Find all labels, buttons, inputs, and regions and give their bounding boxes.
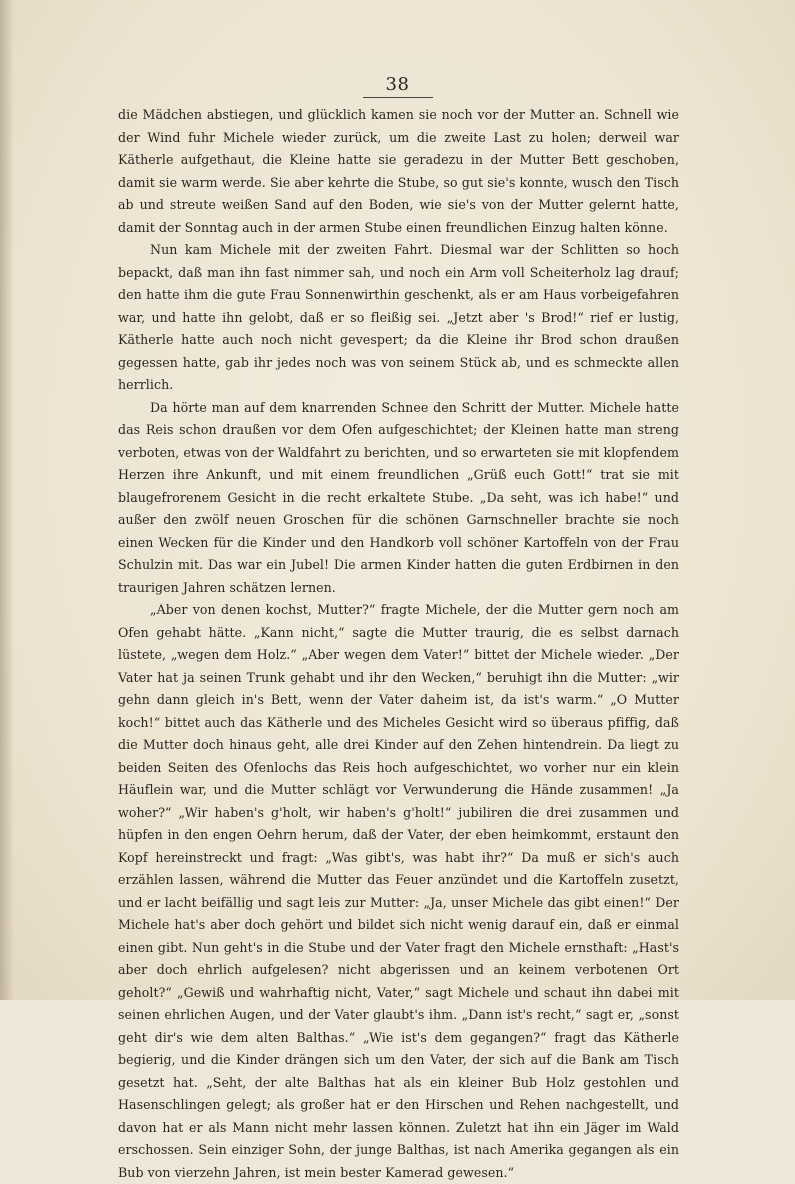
paragraph-4: „Aber von denen kochst, Mutter?“ fragte Michele, der die Mutter gern noch am Ofen gehabt hätte. „Kann nicht,“ sagte die Mutter traurig, die es selbst darnach lüstete, „wegen dem Holz.“ „Aber wegen dem Vater!“ bittet der Michele wieder. „Der Vater hat ja seinen Trunk gehabt und ihr den Wecken,“ beruhigt ihn die Mutter: „wir gehn dann gleich in's Bett, wenn der Vater daheim ist, da ist's warm.“ „O Mutter koch!“ bittet auch das Kätherle und des Micheles Gesicht wird so überaus pfiffig, daß die Mutter doch hinaus geht, alle drei Kinder auf den Zehen hintendrein. Da liegt zu beiden Seiten des Ofenlochs das Reis hoch aufgeschichtet, wo vorher nur ein klein Häuflein war, und die Mutter schlägt vor Verwunderung die Hände zusammen! „Ja woher?“ „Wir haben's g'holt, wir haben's g'holt!“ jubiliren die drei zusammen und hüpfen in den engen Oehrn herum, daß der Vater, der eben heimkommt, erstaunt den Kopf hereinstreckt und fragt: „Was gibt's, was habt ihr?“ Da muß er sich's auch erzählen lassen, während die Mutter das Feuer anzündet und die Kartoffeln zusetzt, und er lacht beifällig und sagt leis zur Mutter: „Ja, unser Michele das gibt einen!“ Der Michele hat's aber doch gehört und bildet sich nicht wenig darauf ein, daß er einmal einen gibt. Nun geht's in die Stube und der Vater fragt den Michele ernsthaft: „Hast's aber doch ehrlich aufgelesen? nicht abgerissen und an keinem verbotenen Ort geholt?“ „Gewiß und wahrhaftig nicht, Vater,“ sagt Michele und schaut ihn dabei mit seinen ehrlichen Augen, und der Vater glaubt's ihm. „Dann ist's recht,“ sagt er, „sonst geht dir's wie dem alten Balthas.“ „Wie ist's dem gegangen?“ fragt das Kätherle begierig, und die Kinder drängen sich um den Vater, der sich auf die Bank am Tisch gesetzt hat. „Seht, der alte Balthas hat als ein kleiner Bub Holz gestohlen und Hasenschlingen gelegt; als großer hat er den Hirschen und Rehen nachgestellt, und davon hat er als Mann nicht mehr lassen können. Zuletzt hat ihn ein Jäger im Wald erschossen. Sein einziger Sohn, der junge Balthas, ist nach Amerika gegangen als ein Bub von vierzehn Jahren, ist mein bester Kamerad gewesen.“ (118, 602, 679, 1180)
page-number: 38 (385, 74, 410, 95)
body-text (118, 104, 679, 1184)
paragraph-2: Nun kam Michele mit der zweiten Fahrt. Diesmal war der Schlitten so hoch bepackt, daß man ihn fast nimmer sah, und noch ein Arm voll Scheiterholz lag drauf; den hatte ihm die gute Frau Sonnenwirthin geschenkt, als er am Haus vorbeigefahren war, und hatte ihn gelobt, daß er so fleißig sei. „Jetzt aber 's Brod!“ rief er lustig, Kätherle hatte auch noch nicht gevespert; da die Kleine ihr Brod schon draußen gegessen hatte, gab ihr jedes noch was von seinem Stück ab, und es schmeckte allen herrlich. (118, 242, 679, 392)
paragraph-3: Da hörte man auf dem knarrenden Schnee den Schritt der Mutter. Michele hatte das Reis schon draußen vor dem Ofen aufgeschichtet; der Kleinen hatte man streng verboten, etwas von der Waldfahrt zu berichten, und so erwarteten sie mit klopfendem Herzen ihre Ankunft, und mit einem freundlichen „Grüß euch Gott!“ trat sie mit blaugefrorenem Gesicht in die recht erkaltete Stube. „Da seht, was ich habe!“ und außer den zwölf neuen Groschen für die schönen Garnschneller brachte sie noch einen Wecken für die Kinder und den Handkorb voll schöner Kartoffeln von der Frau Schulzin mit. Das war ein Jubel! Die armen Kinder hatten die guten Erdbirnen in den traurigen Jahren schätzen lernen. (118, 399, 679, 595)
page-edge-shadow (0, 0, 14, 1000)
page-number-rule (363, 97, 433, 98)
paragraph-1: die Mädchen abstiegen, und glücklich kamen sie noch vor der Mutter an. Schnell wie der Wind fuhr Michele wieder zurück, um die zweite Last zu holen; derweil war Kätherle aufgethaut, die Kleine hatte sie geradezu in der Mutter Bett geschoben, damit sie warm werde. Sie aber kehrte die Stube, so gut sie's konnte, wusch den Tisch ab und streute weißen Sand auf den Boden, wie sie's von der Mutter gelernt hatte, damit der Sonntag auch in der armen Stube einen freundlichen Einzug halten könne. (118, 107, 679, 235)
